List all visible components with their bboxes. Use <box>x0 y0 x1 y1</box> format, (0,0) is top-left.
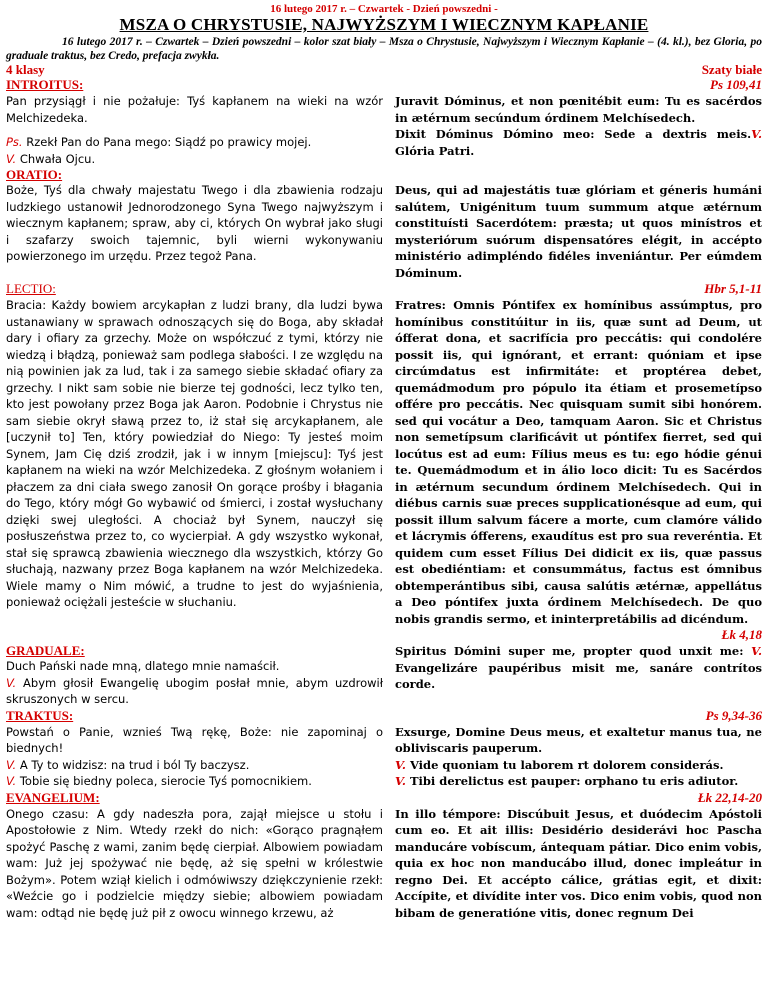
lectio-header <box>6 281 762 297</box>
lectio-label: LECTIO: <box>6 281 56 296</box>
evangelium-section <box>6 806 762 922</box>
traktus-pl-v1-text: A Ty to widzisz: na trud i ból Ty baczysz. <box>19 757 250 772</box>
oratio-section <box>6 182 762 281</box>
introitus-la-psalm <box>395 126 762 159</box>
introitus-header <box>6 77 762 93</box>
evangelium-latin: In illo témpore: Discúbuit Jesus, et duódecim Apóstoli cum eo. Et ait illis: Desidério desiderávi hoc Pascha manducáre vobíscum, ántequam pátiar. Dico enim vobis, quia ex hoc non manducábo illud, donec impleátur in regno Dei. Et accépto cálice, grátias egit, et dixit: Accípite, et divídite inter vos. Dico enim vobis, quod non bibam de generatióne vitis, donec regnum Dei <box>395 806 762 920</box>
graduale-pl-text: Duch Pański nade mną, dlatego mnie namaścił. <box>6 659 280 673</box>
traktus-pl-v1 <box>6 757 383 774</box>
versicle-mark: V. <box>751 644 762 658</box>
traktus-latin <box>395 724 762 790</box>
lectio-polish: Bracia: Każdy bowiem arcykapłan z ludzi brany, dla ludzi bywa ustanawiany w sprawach odnoszących się do Boga, aby składał dary i ofiary za grzechy. Może on współczuć z tymi, którzy nie wiedzą i błądzą, ponieważ sam podlega słabości. I ze względu na nią powinien jak za lud, tak i za samego siebie składać ofiary za grzechy. I nikt sam sobie nie bierze tej godności, lecz tylko ten, kto jest powołany przez Boga jak Aaron. Podobnie i Chrystus nie sam siebie okrył sławą przez to, iż stał się arcykapłanem, ale [uczynił to] Ten, który powiedział do Niego: Ty jesteś moim Synem, Jam Cię dziś zrodził, jak i w innym [miejscu]: Tyś jest kapłanem na wieki na wzór Melchizedeka. Z głośnym wołaniem i płaczem za dni ciała swego zanosił On gorące prośby i błagania do Tego, który mógł Go wybawić od śmierci, i został wysłuchany dzięki swej uległości. A chociaż był Synem, nauczył się posłuszeństwa przez to, co wycierpiał. A gdy wszystko wykonał, stał się sprawcą zbawienia wiecznego dla wszystkich, którzy Go słuchają, nazwany przez Boga kapłanem na wzór Melchizedeka. Wiele mamy o Nim mówić, a trudne to jest do wyjaśnienia, ponieważ ociężali jesteście w słuchaniu. <box>6 298 383 609</box>
introitus-polish <box>6 93 383 167</box>
missal-page <box>6 0 762 921</box>
graduale-pl-versicle <box>6 675 383 708</box>
mass-description: 16 lutego 2017 r. – Czwartek – Dzień powszedni – kolor szat biały – Msza o Chrystusie, Najwyższym i Wiecznym Kapłanie – (4. kl.), bez Gloria, po graduale traktus, bez Credo, prefacja zwykła. <box>6 36 762 62</box>
graduale-label: GRADUALE: <box>6 643 85 658</box>
oratio-latin: Deus, qui ad majestátis tuæ glóriam et géneris humáni salútem, Unigénitum tuum summum atque ætérnum constituísti Sacerdótem: præsta; ut quos minístros et mysteriórum suórum dispensatóres elégit, in accépto ministério adimpléndo fidéles inveniántur. Per eúmdem Dóminum. <box>395 183 762 280</box>
oratio-polish: Boże, Tyś dla chwały majestatu Twego i dla zbawienia rodzaju ludzkiego ustanowił Jednorodzonego Syna Twego najwyższym i wiecznym kapłanem; spraw, aby ci, których On wybrał jako sługi i szafarzy swoich tajemnic, byli wierni wykonywaniu powierzonego im urzędu. Przez tegoż Pana. <box>6 183 383 263</box>
versicle-mark: V. <box>395 774 406 788</box>
graduale-section <box>6 643 762 708</box>
traktus-pl-v2-text: Tobie się biedny poleca, sierocie Tyś pomocnikiem. <box>19 774 312 788</box>
traktus-label: TRAKTUS: <box>6 707 74 723</box>
class-label: 4 klasy <box>6 62 45 77</box>
introitus-label: INTROITUS: <box>6 77 84 92</box>
versicle-mark: V. <box>6 757 17 772</box>
introitus-pl-versicle-text: Chwała Ojcu. <box>19 151 96 166</box>
traktus-ref: Ps 9,34-36 <box>705 707 762 723</box>
traktus-la-v1-text: Vide quoniam tu laborem rt dolorem considerás. <box>409 757 724 772</box>
introitus-pl-psalm-text: Rzekł Pan do Pana mego: Siądź po prawicy mojej. <box>26 135 312 149</box>
lectio-section <box>6 297 762 643</box>
versicle-mark: V. <box>6 675 17 690</box>
traktus-section <box>6 724 762 790</box>
introitus-pl-psalm <box>6 134 383 151</box>
evangelium-ref: Łk 22,14-20 <box>697 789 762 805</box>
traktus-la-v2 <box>395 773 762 790</box>
traktus-la-text: Exsurge, Domine Deus meus, et exaltetur manus tua, ne obliviscaris pauperum. <box>395 724 762 755</box>
traktus-pl-v2 <box>6 773 383 790</box>
psalm-mark: Ps. <box>6 135 23 149</box>
versicle-mark: V. <box>6 151 17 166</box>
date-line: 16 lutego 2017 r. – Czwartek - Dzień powszedni - <box>270 3 498 15</box>
graduale-la-main: Spiritus Dómini super me, propter quod unxit me: <box>395 644 744 658</box>
introitus-section <box>6 93 762 167</box>
traktus-la-v1 <box>395 757 762 774</box>
evangelium-header <box>6 790 762 806</box>
lectio-la-text: Fratres: Omnis Póntifex ex homínibus assúmptus, pro homínibus constitúitur in iis, quæ sunt ad Deum, ut ófferat dona, et sacrifícia pro peccátis: qui condolére possit iis, qui ignórant, et errant: quóniam et ipse circúmdatus est infirmitáte: et proptérea debet, quemádmodum pro pópulo ita étiam et prosemetípso offére pro peccátis. Nec quisquam sumit sibi honórem. sed qui vocátur a Deo, tamquam Aaron. Sic et Christus non semetípsum clarificávit ut póntifex fierret, sed qui locútus est ad eum: Fílius meus es tu: ego hódie génui te. Quemádmodum et in álio loco dicit: Tu es Sacérdos in ætérnum secundum órdinem Melchísedech. Qui in diébus carnis suæ preces supplicationésque ad eum, qui possit illum salvum fácere a morte, cum clamóre válido et lácrymis ófferens, exaudítus est pro sua reveréntia. Et quidem cum esset Fílius Dei didicit ex iis, quæ passus est obediéntiam: et consummátus, factus est ómnibus obtemperántibus sibi, causa salútis ætérnæ, appellátus a Deo póntifex juxta órdinem Melchísedech. De quo nobis grandis sermo, et ininterpretábilis ad dicéndum. <box>395 298 762 626</box>
introitus-pl-text: Pan przysiągł i nie pożałuje: Tyś kapłanem na wieki na wzór Melchizedeka. <box>6 94 383 125</box>
introitus-ref: Ps 109,41 <box>710 77 762 92</box>
evangelium-label: EVANGELIUM: <box>6 789 100 805</box>
introitus-la-psalm-text: Dixit Dóminus Dómino meo: Sede a dextris meis. <box>395 127 752 141</box>
introitus-pl-versicle <box>6 151 383 168</box>
class-row <box>6 63 762 77</box>
introitus-latin <box>395 93 762 167</box>
versicle-mark: V. <box>6 774 17 788</box>
versicle-mark: V. <box>751 127 762 141</box>
traktus-polish <box>6 724 383 790</box>
page-title: MSZA O CHRYSTUSIE, NAJWYŻSZYM I WIECZNYM KAPŁANIE <box>119 15 649 34</box>
versicle-mark: V. <box>395 757 406 772</box>
lectio-latin <box>395 297 762 643</box>
oratio-label: ORATIO: <box>6 167 63 182</box>
evangelium-polish: Onego czasu: A gdy nadeszła pora, zajął miejsce u stołu i Apostołowie z Nim. Wtedy rzekł do nich: «Gorąco pragnąłem spożyć Paschę z wami, zanim będę cierpiał. Albowiem powiadam wam: Już jej spożywać nie będę, aż się spełni w królestwie Bożym». Potem wziął kielich i odmówiwszy dziękczynienie rzekł: «Weźcie go i podzielcie między siebie; albowiem powiadam wam: odtąd nie będę już pił z owocu winnego krzewu, aż <box>6 806 383 920</box>
graduale-pl-versicle-text: Abym głosił Ewangelię ubogim posłał mnie, abym uzdrowił skruszonych w sercu. <box>6 675 383 706</box>
graduale-polish <box>6 643 383 708</box>
graduale-la-versicle-text: Evangelizáre paupéribus misit me, sanáre contrítos corde. <box>395 660 762 691</box>
graduale-la-text <box>395 643 762 693</box>
lectio-ref: Hbr 5,1-11 <box>704 281 762 296</box>
traktus-header <box>6 708 762 724</box>
traktus-la-v2-text: Tibi derelictus est pauper: orphano tu eris adiutor. <box>409 774 739 788</box>
introitus-la-versicle-text: Glória Patri. <box>395 143 475 158</box>
graduale-latin <box>395 643 762 708</box>
introitus-la-text: Juravit Dóminus, et non pœnitébit eum: Tu es sacérdos in ætérnum secúndum órdinem Melchísedech. <box>395 94 762 125</box>
traktus-pl-text: Powstań o Panie, wznieś Twą rękę, Boże: nie zapominaj o biednych! <box>6 724 383 755</box>
vestment-label: Szaty białe <box>701 62 762 77</box>
graduale-ref: Łk 4,18 <box>721 627 762 642</box>
